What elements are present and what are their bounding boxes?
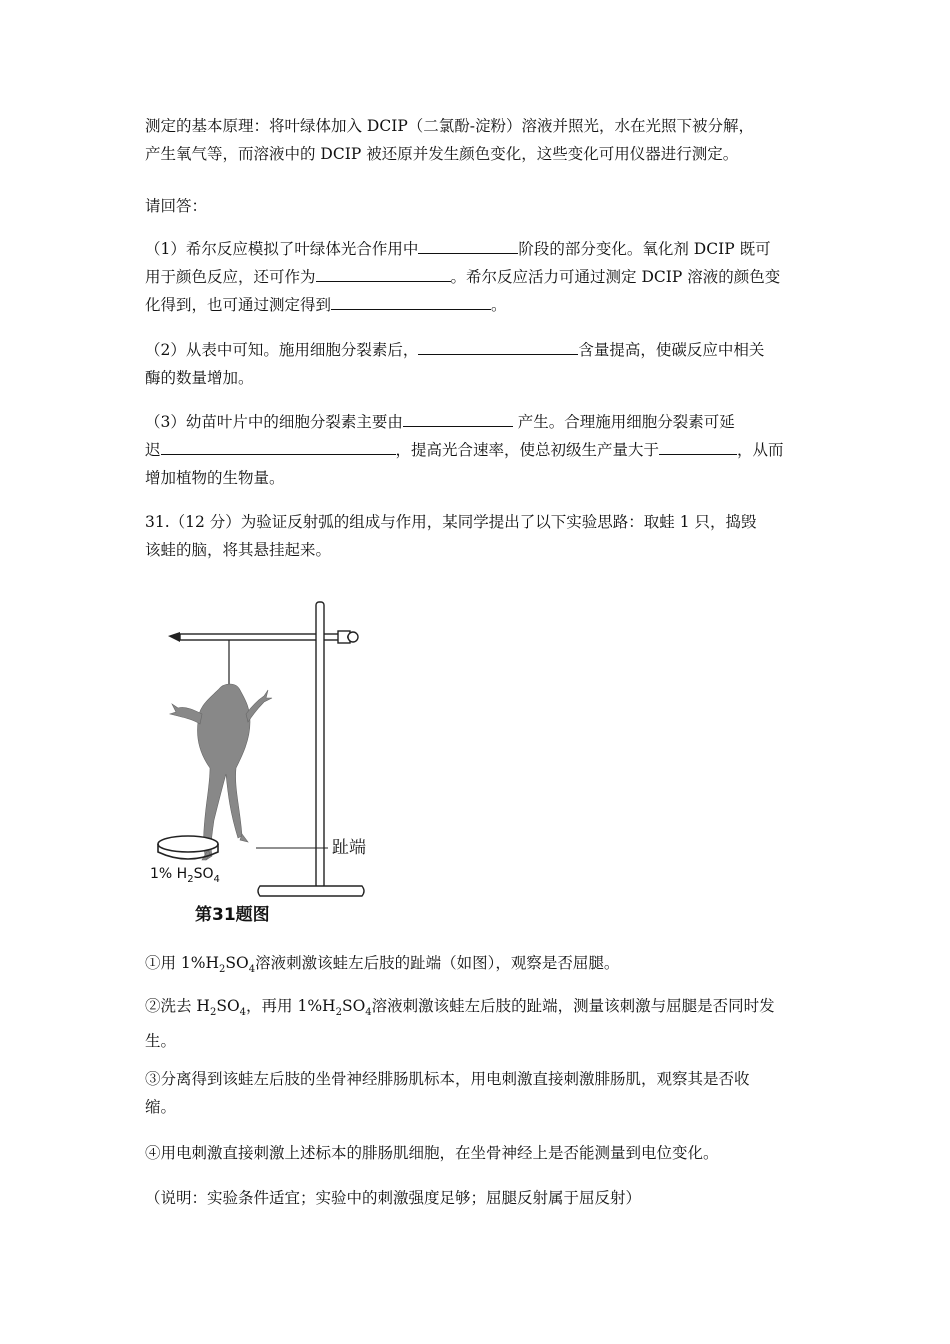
step-1-a: ①用 1%H (145, 954, 220, 972)
q3-blank-1[interactable] (403, 408, 513, 427)
question-3 (145, 408, 810, 492)
q2-blank-1[interactable] (418, 336, 578, 355)
clamp-tip (168, 632, 180, 642)
q3-text-e: ，从而 (737, 441, 784, 459)
intro-line-1: 测定的基本原理：将叶绿体加入 DCIP（二氯酚-淀粉）溶液并照光，水在光照下被分解， (145, 117, 755, 135)
step-2-a: ②洗去 H (145, 997, 210, 1015)
step-4: ④用电刺激直接刺激上述标本的腓肠肌细胞，在坐骨神经上是否能测量到电位变化。 (145, 1144, 719, 1162)
frog (170, 684, 272, 860)
q31-line-2: 该蛙的脑，将其悬挂起来。 (145, 541, 332, 559)
q3-text-f: 增加植物的生物量。 (145, 469, 285, 487)
q1-blank-2[interactable] (316, 263, 451, 282)
step-3 (145, 1065, 810, 1121)
figure-caption: 第31题图 (195, 905, 270, 925)
q1-text-d: 。希尔反应活力可通过测定 DCIP 溶液的颜色变 (450, 268, 781, 286)
step-2-e: 溶液刺激该蛙左后肢的趾端，测量该刺激与屈腿是否同时发 (371, 997, 775, 1015)
answer-prompt: 请回答： (145, 197, 208, 215)
experiment-note: （说明：实验条件适宜；实验中的刺激强度足够；屈腿反射属于屈反射） (145, 1189, 642, 1207)
q1-text-c: 用于颜色反应，还可作为 (145, 268, 316, 286)
q1-text-b: 阶段的部分变化。氧化剂 DCIP 既可 (518, 240, 771, 258)
petri-dish (158, 836, 218, 852)
step-2-c: ，再用 1%H (246, 997, 336, 1015)
q2-text-b: 含量提高，使碳反应中相关 (578, 341, 765, 359)
step-2-sub-2: 4 (239, 1007, 247, 1019)
step-2-b: SO (216, 997, 240, 1015)
intro-line-2: 产生氧气等，而溶液中的 DCIP 被还原并发生颜色变化，这些变化可用仪器进行测定。 (145, 145, 739, 163)
step-2-sub-4: 4 (365, 1007, 372, 1019)
toe-label: 趾端 (332, 838, 366, 858)
q3-text-c: 迟 (145, 441, 161, 459)
q3-text-b: 产生。合理施用细胞分裂素可延 (512, 413, 735, 431)
frog-apparatus-illustration (140, 598, 400, 928)
step-1 (145, 949, 810, 984)
step-3-line-1: ③分离得到该蛙左后肢的坐骨神经腓肠肌标本，用电刺激直接刺激腓肠肌，观察其是否收 (145, 1070, 750, 1088)
q1-text-f: 。 (491, 296, 507, 314)
question-31-intro (145, 508, 810, 564)
step-2-sub-3: 2 (335, 1007, 342, 1019)
q3-text-d: ，提高光合速率，使总初级生产量大于 (395, 441, 660, 459)
q3-text-a: （3）幼苗叶片中的细胞分裂素主要由 (145, 413, 403, 431)
step-1-sub-2: 4 (248, 964, 256, 976)
step-2-sub-1: 2 (209, 1007, 217, 1019)
q1-text-a: （1）希尔反应模拟了叶绿体光合作用中 (145, 240, 419, 258)
question-2 (145, 336, 810, 392)
frog-figure (140, 598, 400, 928)
step-1-c: 溶液刺激该蛙左后肢的趾端（如图），观察是否屈腿。 (255, 954, 620, 972)
q3-blank-2[interactable] (161, 436, 396, 455)
screw-knob (348, 632, 358, 642)
step-1-b: SO (225, 954, 249, 972)
q31-line-1: 31.（12 分）为验证反射弧的组成与作用，某同学提出了以下实验思路：取蛙 1 只，捣毁 (145, 513, 757, 531)
q3-blank-3[interactable] (659, 436, 737, 455)
q2-text-c: 酶的数量增加。 (145, 369, 254, 387)
step-1-sub-1: 2 (219, 964, 226, 976)
question-1 (145, 235, 810, 319)
step-2-d: SO (341, 997, 366, 1015)
step-3-line-2: 缩。 (145, 1098, 177, 1116)
intro-paragraph (145, 112, 810, 168)
stand-rod (316, 602, 324, 888)
q1-text-e: 化得到，也可通过测定得到 (145, 296, 332, 314)
stand-base (258, 886, 364, 896)
q2-text-a: （2）从表中可知。施用细胞分裂素后， (145, 341, 419, 359)
step-2 (145, 992, 810, 1055)
step-2-f: 生。 (145, 1032, 177, 1051)
q1-blank-1[interactable] (418, 235, 518, 254)
acid-label: 1% $H_2SO_4$ (150, 866, 220, 885)
q1-blank-3[interactable] (331, 291, 491, 310)
